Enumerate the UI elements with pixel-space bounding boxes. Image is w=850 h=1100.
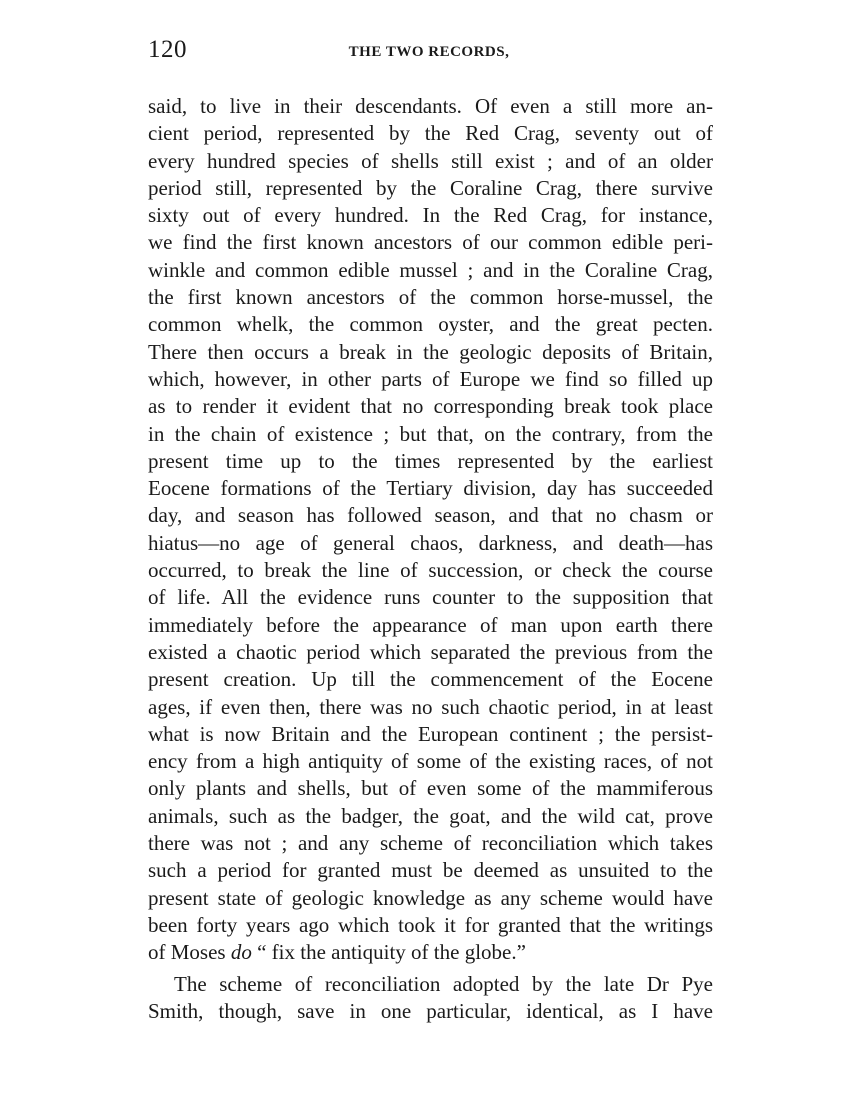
text-line: The scheme of reconciliation adopted by the late Dr Pye — [174, 971, 713, 996]
running-title: THE TWO RECORDS, — [348, 44, 510, 60]
page-number: 120 — [148, 36, 187, 63]
text-fragment: “ fix the antiquity of the globe.” — [251, 940, 526, 965]
text-line: which, however, in other parts of Europe we find so filled up — [148, 366, 713, 391]
text-line: only plants and shells, but of even some of the mammiferous — [148, 776, 713, 801]
text-line: of life. All the evidence runs counter to the supposition that — [148, 585, 713, 610]
text-line: day, and season has followed season, and that no chasm or — [148, 503, 713, 528]
running-head — [148, 35, 710, 65]
text-line: sixty out of every hundred. In the Red Crag, for instance, — [148, 203, 713, 228]
body-text — [148, 93, 713, 1025]
text-line: what is now Britain and the European continent ; the persist- — [148, 721, 713, 746]
text-line: existed a chaotic period which separated the previous from the — [148, 639, 713, 664]
text-line: ages, if even then, there was no such chaotic period, in at least — [148, 694, 713, 719]
text-line: in the chain of existence ; but that, on the contrary, from the — [148, 421, 713, 446]
text-line: the first known ancestors of the common horse-mussel, the — [148, 285, 713, 310]
text-line: ency from a high antiquity of some of the existing races, of not — [148, 749, 713, 774]
text-line: winkle and common edible mussel ; and in the Coraline Crag, — [148, 257, 713, 282]
text-line: said, to live in their descendants. Of even a still more an- — [148, 94, 713, 118]
text-line: period still, represented by the Coraline Crag, there survive — [148, 175, 713, 200]
text-line: we find the first known ancestors of our common edible peri- — [148, 230, 713, 255]
text-line: Smith, though, save in one particular, identical, as I have — [148, 998, 713, 1023]
text-fragment: of Moses — [148, 940, 231, 965]
text-line: occurred, to break the line of succession, or check the course — [148, 558, 713, 583]
paragraph-2 — [148, 971, 713, 1026]
text-line: every hundred species of shells still exist ; and of an older — [148, 148, 713, 173]
text-line: immediately before the appearance of man upon earth there — [148, 612, 713, 637]
text-line: hiatus—no age of general chaos, darkness, and death—has — [148, 530, 713, 555]
text-line: such a period for granted must be deemed as unsuited to the — [148, 858, 713, 883]
text-line: cient period, represented by the Red Crag, seventy out of — [148, 121, 713, 146]
text-line: present creation. Up till the commencement of the Eocene — [148, 667, 713, 692]
emphasis-text: do — [230, 940, 252, 965]
text-line: there was not ; and any scheme of reconciliation which takes — [148, 831, 713, 856]
text-line: Eocene formations of the Tertiary division, day has succeeded — [148, 476, 713, 501]
text-line: present state of geologic knowledge as any scheme would have — [148, 885, 713, 910]
paragraph-1 — [148, 93, 713, 967]
text-line: There then occurs a break in the geologic deposits of Britain, — [148, 339, 713, 364]
text-line: common whelk, the common oyster, and the great pecten. — [148, 312, 713, 337]
text-line-final — [148, 939, 713, 966]
text-line: as to render it evident that no corresponding break took place — [148, 394, 713, 419]
text-line: animals, such as the badger, the goat, and the wild cat, prove — [148, 803, 713, 828]
text-line: present time up to the times represented by the earliest — [148, 448, 713, 473]
text-line: been forty years ago which took it for granted that the writings — [148, 912, 713, 937]
